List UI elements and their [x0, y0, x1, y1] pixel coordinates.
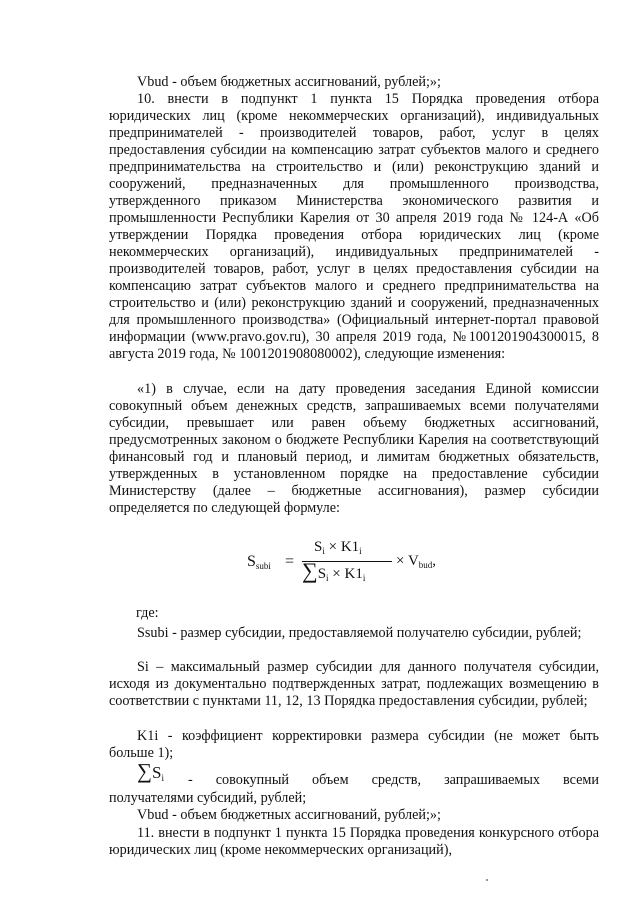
paragraph-vbud-1: Vbud - объем бюджетных ассигнований, рублей;»; — [137, 74, 441, 90]
subsidy-formula — [245, 537, 485, 599]
paragraph-vbud-2: Vbud - объем бюджетных ассигнований, рублей;»; — [137, 807, 441, 823]
formula-equals: = — [285, 553, 295, 570]
paragraph-where: где: — [136, 605, 159, 621]
scan-speck — [486, 879, 488, 881]
paragraph-si: Si – максимальный размер субсидии для данного получателя субсидии, исходя из документально подтвержденных затрат, подлежащих возмещению в соответствии с пунктами 11, 12, 13 Порядка предоставления субсидии, рублей; — [109, 659, 599, 709]
paragraph-quote-1: «1) в случае, если на дату проведения заседания Единой комиссии совокупный объем денежных средств, запрашиваемых всеми получателями субсидии, превышает или равен объему бюджетных ассигнований, предусмотренных законом о бюджете Республики Карелия на соответствующий финансовый год и плановый период, и лимитам бюджетных обязательств, утвержденных в установленном порядке на предоставление субсидии Министерству (далее – бюджетные ассигнования), размер субсидии определяется по следующей формуле: — [109, 381, 599, 516]
paragraph-sum-desc-2: получателями субсидий, рублей; — [109, 790, 307, 806]
paragraph-sum-desc: - совокупный объем средств, запрашиваемых всеми — [188, 772, 599, 788]
paragraph-ssubi: Ssubi - размер субсидии, предоставляемой получателю субсидии, рублей; — [137, 625, 582, 641]
sum-s: $S_i$ — [152, 763, 164, 783]
formula-numerator: $S_i \times K1_i$ — [314, 539, 362, 556]
formula-times-v: × $V_{bud}$, — [396, 553, 437, 570]
formula-lhs: $S_{subi}$ — [247, 553, 271, 571]
paragraph-item-10: 10. внести в подпункт 1 пункта 15 Порядка проведения отбора юридических лиц (кроме некоммерческих организаций), индивидуальных предпринимателей - производителей товаров, работ, услуг в целях предоставления субсидии на компенсацию затрат субъектов малого и среднего предпринимательства на строительство и (или) реконструкцию зданий и сооружений, предназначенных для промышленного производства, утвержденного приказом Министерства экономического развития и промышленности Республики Карелия от 30 апреля 2019 года № 124-А «Об утверждении Порядка проведения отбора юридических лиц (кроме некоммерческих организаций), индивидуальных предпринимателей - производителей товаров, работ, услуг в целях предоставления субсидии на компенсацию затрат субъектов малого и среднего предпринимательства на строительство и (или) реконструкцию зданий и сооружений, предназначенных для промышленного производства» (Официальный интернет-портал правовой информации (www.pravo.gov.ru), 30 апреля 2019 года, №1001201904300015, 8 августа 2019 года, № 1001201908080002), следующие изменения: — [109, 91, 599, 362]
formula-denominator: $\sum S_i \times K1_i$ — [302, 558, 366, 583]
paragraph-item-11: 11. внести в подпункт 1 пункта 15 Порядка проведения конкурсного отбора юридических лиц (кроме некоммерческих организаций), — [109, 825, 599, 858]
paragraph-k1i: K1i - коэффициент корректировки размера субсидии (не может быть больше 1); — [109, 728, 599, 761]
sum-symbol: ∑ — [137, 759, 152, 783]
